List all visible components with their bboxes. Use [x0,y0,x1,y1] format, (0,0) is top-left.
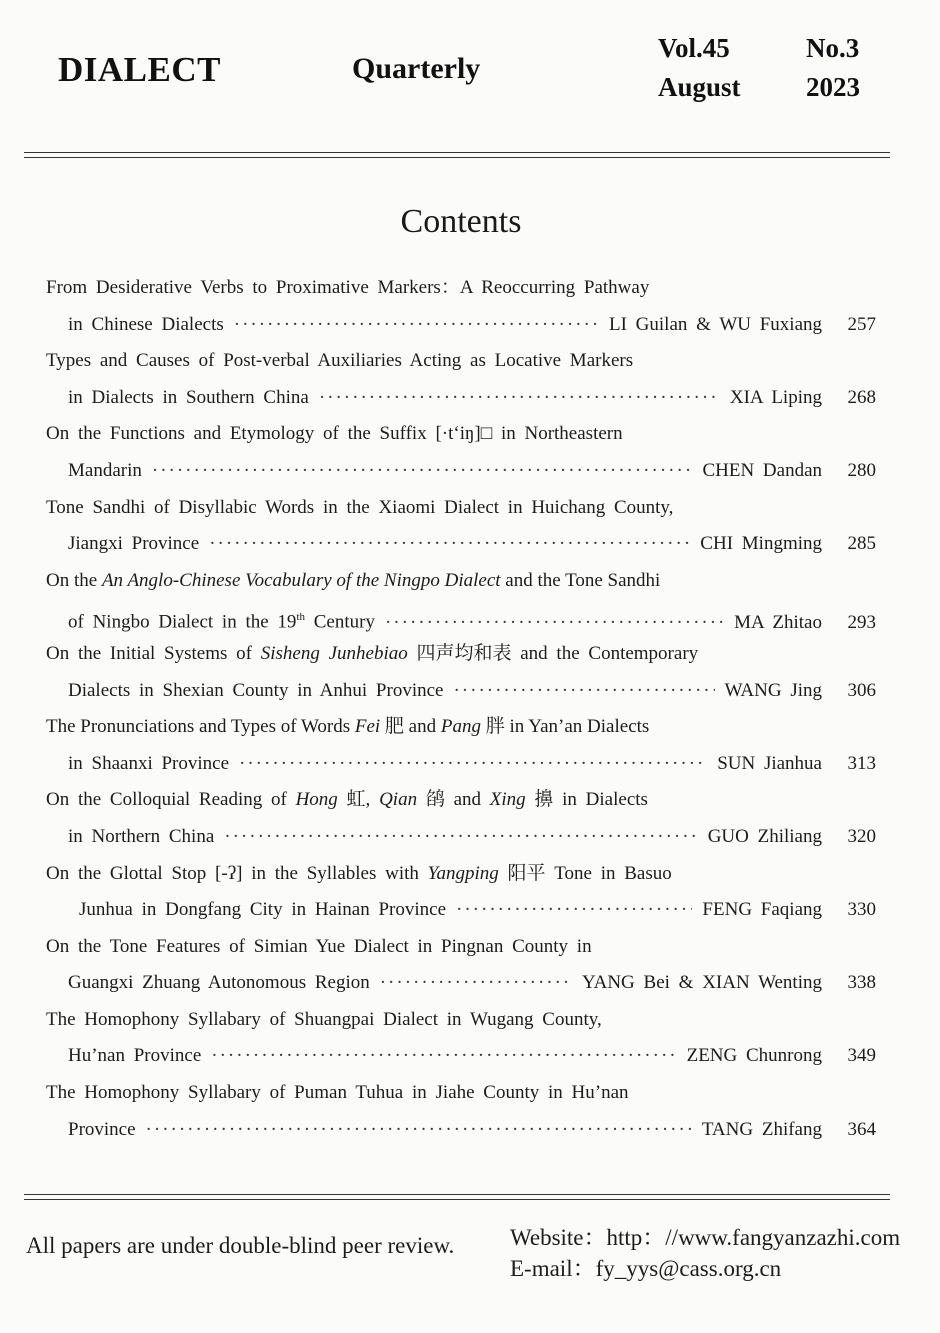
title-italic-text: An Anglo-Chinese Vocabulary of the Ningpo Dialect [101,569,501,591]
title-text: and the Tone Sandhi [500,569,661,591]
toc-entry [46,856,876,929]
toc-entry [46,416,876,489]
entry-title-continuation: Jiangxi Province [68,533,200,555]
entry-page: 330 [847,899,876,921]
leader-dots [209,526,690,563]
title-text: 鹐 and [417,789,490,811]
entry-author: YANG Bei & XIAN Wenting [582,972,822,994]
toc-entry [46,782,876,855]
entry-title-continuation: Junhua in Dongfang City in Hainan Province [79,899,447,921]
table-of-contents [46,270,876,1148]
title-text: The Pronunciations and Types of Words [46,716,355,738]
title-italic-text: Yangping [427,862,499,884]
entry-title-continuation: Guangxi Zhuang Autonomous Region [68,972,370,994]
entry-title-continuation: in Shaanxi Province [68,752,230,774]
email-link[interactable]: E-mail：fy_yys@cass.org.cn [510,1256,782,1281]
entry-page: 338 [847,972,876,994]
entry-detail-line [46,307,876,344]
entry-detail-line [46,1038,876,1075]
title-text: 虹, [337,789,380,811]
entry-author: CHI Mingming [700,533,822,555]
leader-dots [146,1112,692,1149]
toc-entry [46,636,876,709]
entry-page: 268 [847,386,876,408]
entry-author: CHEN Dandan [702,459,822,481]
entry-title-continuation: in Dialects in Southern China [68,386,309,408]
entry-page: 313 [847,752,876,774]
entry-page: 257 [847,313,876,335]
entry-title-line: Types and Causes of Post-verbal Auxiliaries Acting as Locative Markers [46,350,634,372]
toc-entry [46,709,876,782]
issue-number: No.3 [806,33,860,63]
title-text: 阳平 Tone in Basuo [498,862,672,884]
peer-review-note: All papers are under double-blind peer review. [26,1233,455,1258]
issue-month: August [658,72,741,102]
entry-page: 293 [847,611,876,633]
entry-page: 364 [847,1118,876,1140]
title-italic-text: Hong [295,789,338,811]
title-text: On the [46,569,102,591]
entry-author: GUO Zhiliang [707,825,822,847]
entry-detail-line [46,599,876,636]
toc-entry [46,490,876,563]
entry-title-line: From Desiderative Verbs to Proximative Markers：A Reoccurring Pathway [46,277,650,298]
entry-detail-line [46,453,876,490]
entry-detail-line [46,526,876,563]
title-italic-text: Pang [440,716,481,738]
title-text: On the Initial Systems of [46,642,261,664]
entry-detail-line [46,1112,876,1149]
toc-entry [46,929,876,1002]
entry-author: XIA Liping [729,386,822,408]
title-text: 四声均和表 and the Contemporary [407,642,699,664]
entry-title-line: The Homophony Syllabary of Shuangpai Dialect in Wugang County, [46,1008,602,1030]
entry-page: 306 [847,679,876,701]
leader-dots [234,307,599,344]
entry-author: FENG Faqiang [702,899,822,921]
entry-title-line [46,636,876,673]
entry-page: 349 [847,1045,876,1067]
entry-detail-line [46,380,876,417]
title-italic-text: Qian [379,789,418,811]
title-text: 胖 in Yan’an Dialects [480,716,650,738]
superscript-text: th [296,611,305,624]
entry-title-line [46,856,876,893]
leader-dots [239,746,707,783]
leader-dots [211,1038,676,1075]
journal-name: DIALECT [58,50,221,89]
toc-entry [46,1002,876,1075]
entry-page: 280 [847,459,876,481]
entry-author: TANG Zhifang [701,1118,822,1140]
entry-title-line [46,709,876,746]
entry-title-line: Tone Sandhi of Disyllabic Words in the Xiaomi Dialect in Huichang County, [46,496,674,518]
entry-title-continuation: in Chinese Dialects [68,313,224,335]
entry-title-line [46,563,876,600]
journal-frequency: Quarterly [352,52,481,85]
entry-detail-line [46,673,876,710]
entry-title-continuation: Dialects in Shexian County in Anhui Province [68,679,444,701]
title-text: Century [305,611,375,633]
issue-year: 2023 [806,72,860,102]
title-italic-text: Sisheng Junhebiao [260,642,408,664]
website-link[interactable]: Website：http：//www.fangyanzazhi.com [510,1225,901,1250]
entry-detail-line [46,746,876,783]
title-italic-text: Fei [354,716,381,738]
entry-detail-line [46,965,876,1002]
entry-author: MA Zhitao [734,611,822,633]
entry-title-line: On the Tone Features of Simian Yue Dialect in Pingnan County in [46,935,592,957]
entry-author: SUN Jianhua [717,752,822,774]
entry-page: 285 [847,533,876,555]
leader-dots [453,673,714,710]
leader-dots [380,965,572,1002]
contents-title: Contents [400,203,522,240]
volume-label: Vol.45 [658,33,730,63]
title-text: of Ningbo Dialect in the 19 [68,611,297,633]
entry-title-continuation: Hu’nan Province [68,1045,202,1067]
entry-title-continuation [68,599,375,641]
footer-divider [24,1194,890,1200]
entry-detail-line [46,892,876,929]
toc-entry [46,563,876,636]
title-text: 肥 and [380,716,441,738]
title-text: 擤 in Dialects [525,789,648,811]
entry-author: ZENG Chunrong [686,1045,822,1067]
entry-page: 320 [847,825,876,847]
entry-title-line [46,782,876,819]
entry-author: LI Guilan & WU Fuxiang [608,313,822,335]
entry-title-continuation: Province [68,1118,136,1140]
toc-entry [46,270,876,343]
entry-title-line: On the Functions and Etymology of the Suffix [·tʻiŋ]□ in Northeastern [46,423,623,445]
leader-dots [319,380,720,417]
leader-dots [224,819,697,856]
toc-entry [46,1075,876,1148]
entry-title-line: The Homophony Syllabary of Puman Tuhua in Jiahe County in Hu’nan [46,1082,629,1104]
title-text: On the Glottal Stop [-ʔ] in the Syllables with [46,862,428,884]
toc-entry [46,343,876,416]
header-divider [24,152,890,158]
title-text: On the Colloquial Reading of [46,789,296,811]
title-italic-text: Xing [489,789,526,811]
entry-title-continuation: in Northern China [68,825,215,847]
leader-dots [456,892,692,929]
entry-author: WANG Jing [724,679,822,701]
entry-detail-line [46,819,876,856]
leader-dots [152,453,693,490]
entry-title-continuation: Mandarin [68,459,142,481]
